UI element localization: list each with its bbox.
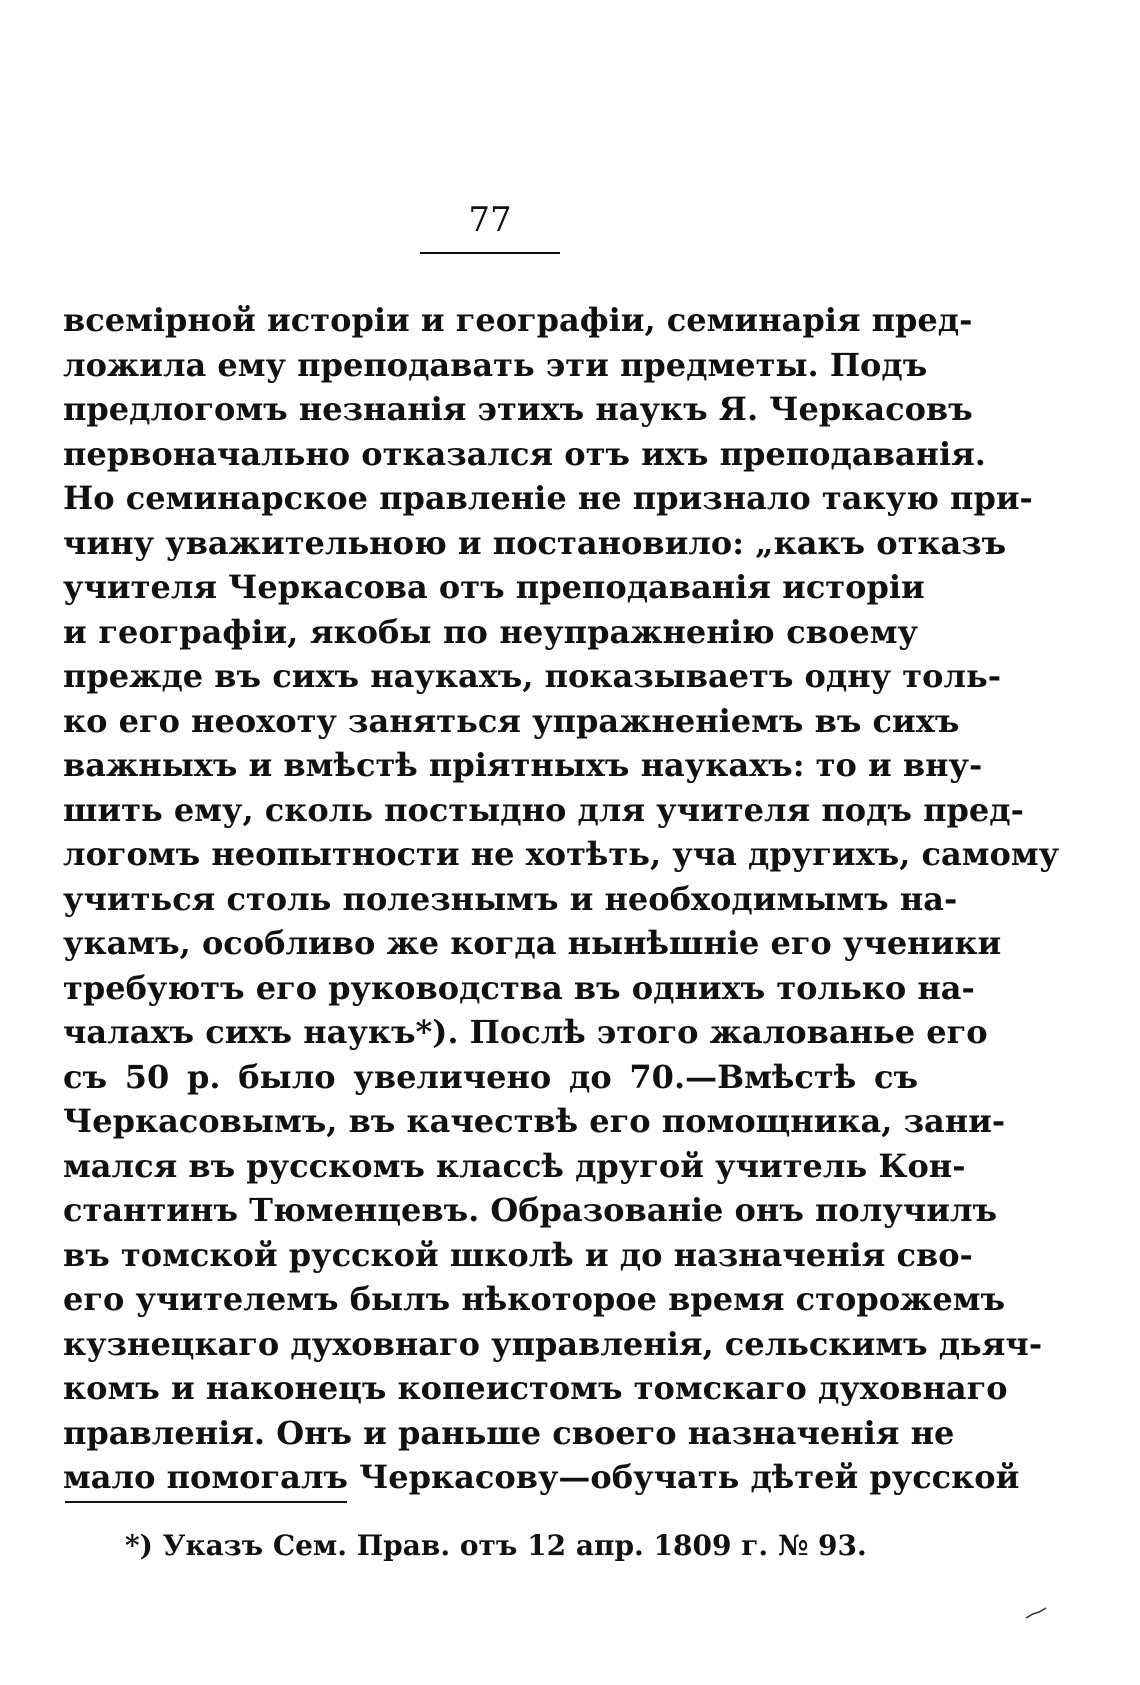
stray-pen-mark	[1025, 1607, 1047, 1619]
text-line: ко его неохоту заняться упражненіемъ въ сихъ	[63, 701, 960, 740]
text-line: ложила ему преподавать эти предметы. Подъ	[63, 345, 928, 384]
text-line: мало помогалъ Черкасову—обучать дѣтей русской	[63, 1458, 1020, 1496]
text-line: Черкасовымъ, въ качествѣ его помощника, зани-	[63, 1102, 1006, 1140]
text-line: стантинъ Тюменцевъ. Образованіе онъ получилъ	[63, 1191, 998, 1229]
text-line: учиться столь полезнымъ и необходимымъ на-	[63, 879, 958, 918]
text-line: шить ему, сколь постыдно для учителя подъ пред-	[63, 790, 1024, 829]
text-line: учителя Черкасова отъ преподаванія исторіи	[63, 568, 925, 606]
footnote-rule	[65, 1501, 347, 1503]
text-line: въ томской русской школѣ и до назначенія сво-	[63, 1235, 973, 1274]
text-line: мался въ русскомъ классѣ другой учитель Кон-	[63, 1146, 966, 1185]
text-line: всемірной исторіи и географіи, семинарія пред-	[63, 301, 973, 339]
text-line: укамъ, особливо же когда нынѣшніе его ученики	[63, 924, 1002, 962]
text-line: комъ и наконецъ копеистомъ томскаго духовнаго	[63, 1369, 1008, 1407]
text-line: требуютъ его руководства въ однихъ только на-	[63, 968, 975, 1007]
text-line: чину уважительною и постановило: „какъ отказъ	[63, 523, 1007, 562]
text-line: правленія. Онъ и раньше своего назначенія не	[63, 1413, 955, 1452]
text-line: и географіи, якобы по неупражненію своему	[63, 612, 918, 651]
text-line: Но семинарское правленіе не признало такую при-	[63, 479, 1033, 517]
text-line: важныхъ и вмѣстѣ пріятныхъ наукахъ: то и вну-	[63, 746, 983, 784]
text-line: чалахъ сихъ наукъ*). Послѣ этого жалованье его	[63, 1013, 988, 1051]
page-number: 77	[468, 200, 512, 240]
text-line: съ 50 р. было увеличено до 70.—Вмѣстѣ съ	[63, 1057, 918, 1096]
text-line: прежде въ сихъ наукахъ, показываетъ одну толь-	[63, 657, 1001, 695]
text-line: первоначально отказался отъ ихъ преподаванія.	[63, 434, 986, 473]
text-line: его учителемъ былъ нѣкоторое время сторожемъ	[63, 1280, 1006, 1318]
text-line: логомъ неопытности не хотѣть, уча другихъ, самому	[63, 835, 1060, 873]
header-rule	[420, 252, 560, 254]
text-line: предлогомъ незнанія этихъ наукъ Я. Черкасовъ	[63, 390, 973, 428]
body-text	[63, 298, 1060, 1500]
footnote: *) Указъ Сем. Прав. отъ 12 апр. 1809 г. № 93.	[125, 1529, 867, 1562]
text-line: кузнецкаго духовнаго управленія, сельскимъ дьяч-	[63, 1324, 1043, 1363]
